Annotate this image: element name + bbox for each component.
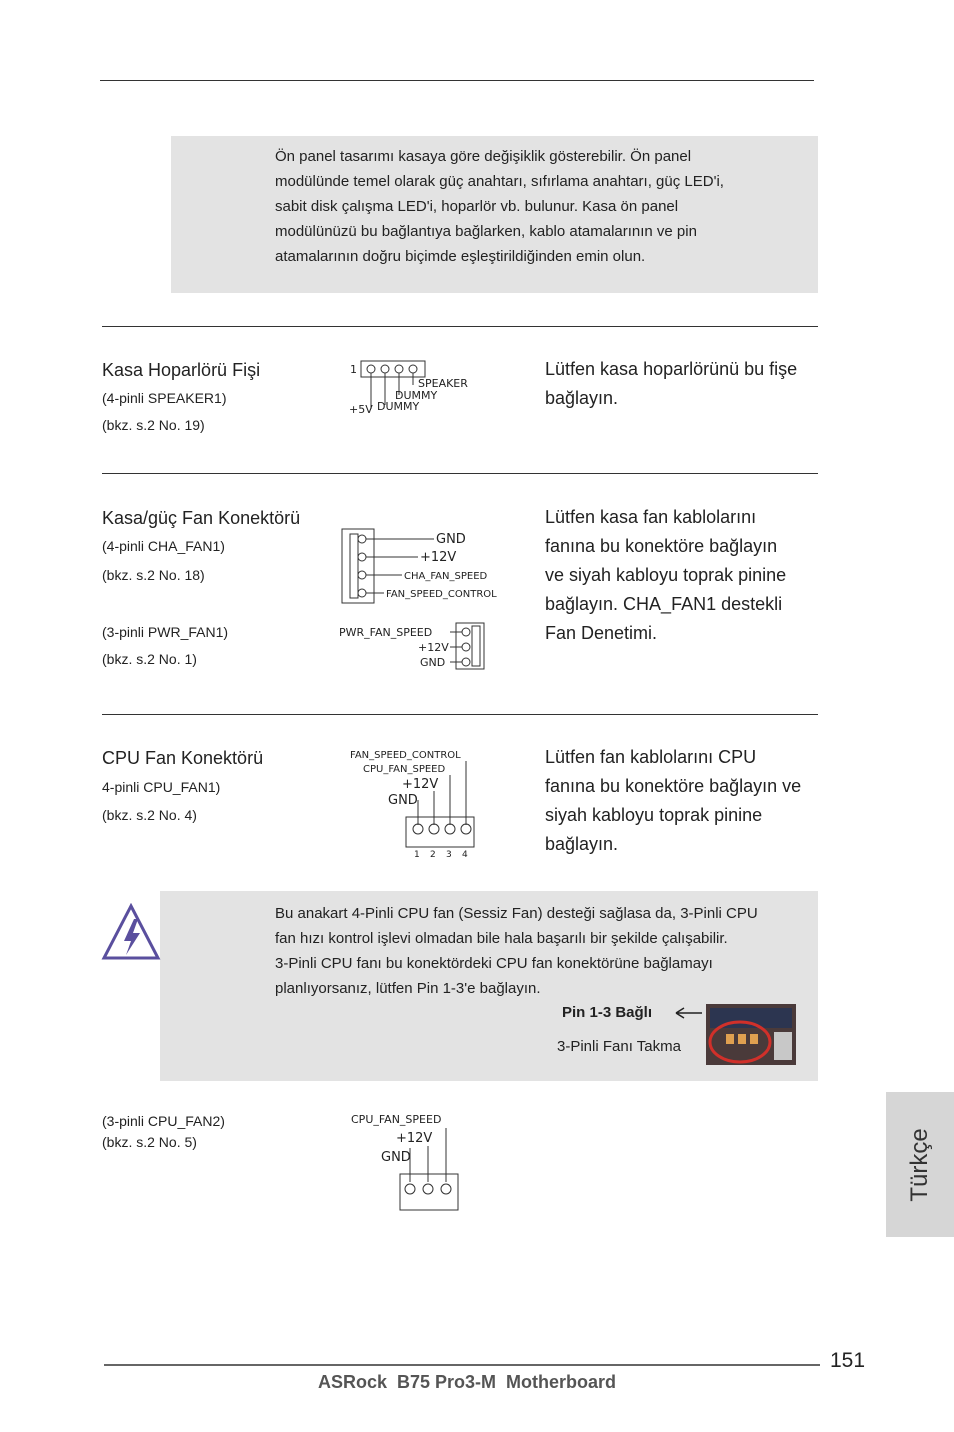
pwrfan-sub: (3-pinli PWR_FAN1) [102,624,229,640]
speaker-ref: (bkz. s.2 No. 19) [102,417,205,433]
top-rule [100,80,814,81]
speaker-sub: (4-pinli SPEAKER1) [102,390,227,406]
warning-text: Bu anakart 4-Pinli CPU fan (Sessiz Fan) desteği sağlasa da, 3-Pinli CPU fan hızı kontrol işlevi olmadan bile hala başarılı bir şekilde çalışabilir. 3-Pinli CPU fanı bu konektördeki CPU fan konektörüne bağlamayı planlıyorsanız, lütfen Pin 1-3'e bağlayın. [275,905,758,997]
lbl: FAN_SPEED_CONTROL [350,750,461,761]
lbl: GND [381,1150,411,1165]
lbl: DUMMY [395,389,438,402]
pwrfan-ref: (bkz. s.2 No. 1) [102,651,197,667]
lbl: PWR_FAN_SPEED [339,626,433,639]
tab-label: Türkçe [906,1127,933,1202]
lbl: GND [388,793,418,808]
speaker-desc: Lütfen kasa hoparlörünü bu fişe bağlayın. [545,359,798,408]
cpufan-desc: Lütfen fan kablolarını CPU fanına bu konektöre bağlayın ve siyah kabloyu toprak pinine bağlayın. [545,747,802,854]
lbl: 3 [446,850,452,860]
footer-rule [104,1364,820,1366]
install-label: 3-Pinli Fanı Takma [557,1038,681,1055]
lbl: CHA_FAN_SPEED [404,571,488,582]
divider [102,326,818,327]
cpufan2-sub: (3-pinli CPU_FAN2) [102,1113,225,1129]
warning-icon [100,903,162,961]
lbl: 4 [462,850,468,860]
chafan-diagram [338,526,518,606]
lbl: CPU_FAN_SPEED [351,1113,442,1126]
footer-title: ASRock B75 Pro3-M Motherboard [318,1372,617,1392]
lbl: +5V [349,403,373,416]
lbl: 2 [430,850,436,860]
lbl: CPU_FAN_SPEED [363,764,446,775]
pin1-label: 1 [350,363,357,376]
lbl: GND [436,532,466,547]
lbl: +12V [396,1131,433,1146]
pin-label: Pin 1-3 Bağlı [562,1004,653,1021]
chafan-sub: (4-pinli CHA_FAN1) [102,538,225,554]
lbl: +12V [418,641,449,654]
chafan-title: Kasa/güç Fan Konektörü [102,508,301,528]
divider [102,714,818,715]
cpufan-ref: (bkz. s.2 No. 4) [102,807,197,823]
top-note: Ön panel tasarımı kasaya göre değişiklik gösterebilir. Ön panel modülünde temel olarak güç anahtarı, sıfırlama anahtarı, güç LED'i, sabit disk çalışma LED'i, hoparlör vb. bulunur. Kasa ön panel modülünüzü bu bağlantıya bağlarken, kablo atamalarının ve pin atamalarının doğru biçimde eşleştirildiğinden emin olun. [275,148,724,265]
speaker-title: Kasa Hoparlörü Fişi [102,360,261,380]
lbl: SPEAKER [418,377,468,390]
fan-photo [706,1004,796,1065]
page-number: 151 [830,1349,866,1372]
chafan-desc: Lütfen kasa fan kablolarını fanına bu konektöre bağlayın ve siyah kabloyu toprak pinine bağlayın. CHA_FAN1 destekli Fan Denetimi. [545,507,787,643]
lbl: GND [420,656,446,669]
pwrfan-diagram [338,620,490,672]
lbl: +12V [420,550,457,565]
cpufan-diagram [348,745,488,860]
lbl: 1 [414,850,420,860]
cpufan-sub: 4-pinli CPU_FAN1) [102,779,221,795]
cpufan2-ref: (bkz. s.2 No. 5) [102,1134,197,1150]
lbl: DUMMY [377,400,420,413]
chafan-ref: (bkz. s.2 No. 18) [102,567,205,583]
cpufan2-diagram [348,1108,463,1214]
arrow-left-icon [674,1006,704,1020]
cpufan-title: CPU Fan Konektörü [102,748,264,768]
lbl: +12V [402,777,439,792]
lbl: FAN_SPEED_CONTROL [386,589,497,600]
divider [102,473,818,474]
language-tab [886,1092,954,1237]
speaker-diagram [345,355,475,417]
